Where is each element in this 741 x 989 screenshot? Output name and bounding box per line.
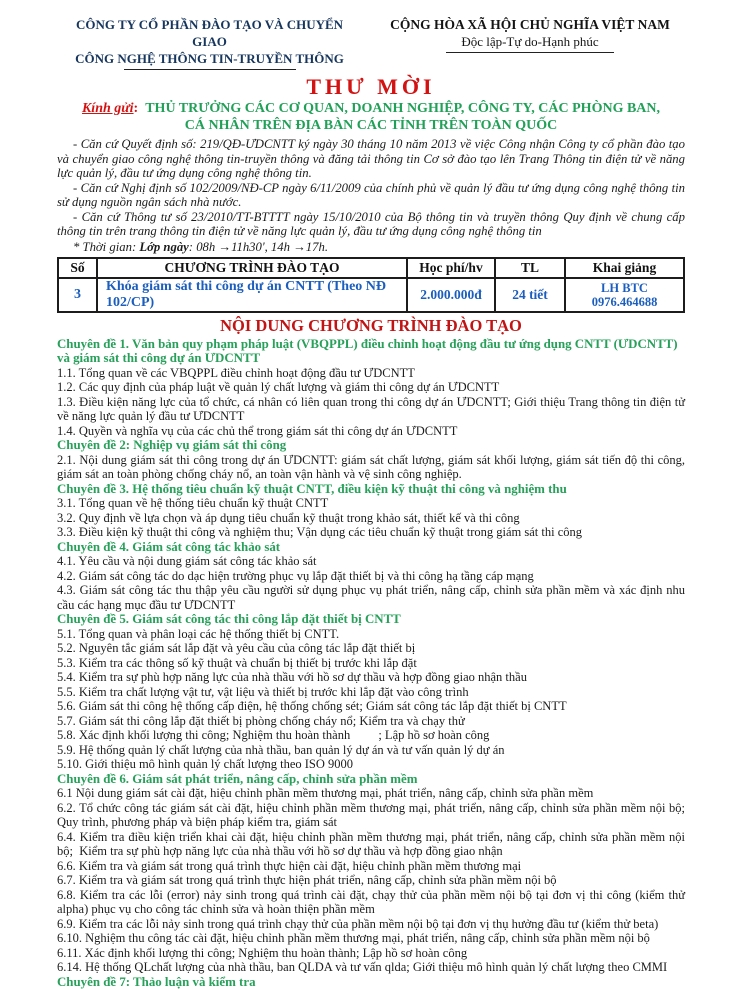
company-name-line: CÔNG NGHỆ THÔNG TIN-TRUYỀN THÔNG <box>57 50 362 67</box>
section-item: 6.8. Kiểm tra các lỗi (error) nảy sinh trong quá trình cài đặt, chạy thử của phần mềm nội bộ tại đơn vị thi công (kiểm thử alpha) phục vụ cho công tác chỉnh sửa và hoàn thiện phần mềm <box>57 888 685 917</box>
section-heading: Chuyên đề 3. Hệ thống tiêu chuẩn kỹ thuật CNTT, điều kiện kỹ thuật thi công và nghiệm thu <box>57 482 685 497</box>
national-header <box>375 16 685 53</box>
section-item: 6.14. Hệ thống QLchất lượng của nhà thầu, ban QLDA và tư vấn qlda; Giới thiệu mô hình quản lý chất lượng theo CMMI <box>57 960 685 975</box>
header-start-date: Khai giảng <box>565 258 684 278</box>
section-item: 1.4. Quyền và nghĩa vụ của các chủ thể trong giám sát thi công dự án ƯDCNTT <box>57 424 685 439</box>
section-item: 6.4. Kiểm tra điều kiện triển khai cài đặt, hiệu chỉnh phần mềm thương mại, phát triển, nâng cấp, chỉnh sửa phần mềm nội bộ; Kiểm tra sự phù hợp năng lực của nhà thầu với hồ sơ dự thầu và hợp đồng giao nhận <box>57 830 685 859</box>
section-item: 5.7. Giám sát thi công lắp đặt thiết bị phòng chống cháy nổ; Kiểm tra và chạy thử <box>57 714 685 729</box>
schedule-class-type: Lớp ngày <box>139 240 188 254</box>
course-row <box>58 278 684 312</box>
course-name: Khóa giám sát thi công dự án CNTT (Theo NĐ 102/CP) <box>97 278 407 312</box>
schedule-hours: : 08h →11h30', 14h →17h. <box>189 240 328 254</box>
contact-label: LH BTC <box>566 281 683 295</box>
section-item: 4.1. Yêu cầu và nội dung giám sát công tác khảo sát <box>57 554 685 569</box>
section-item: 6.1 Nội dung giám sát cài đặt, hiệu chỉnh phần mềm thương mại, phát triển, nâng cấp, chỉnh sửa phần mềm <box>57 786 685 801</box>
section-item: 2.1. Nội dung giám sát thi công trong dự án ƯDCNTT: giám sát chất lượng, giám sát khối lượng, giám sát tiến độ thi công, giám sát an toàn phòng chống cháy nổ, an toàn vận hành và vệ sinh công nghiệp. <box>57 453 685 482</box>
course-outline <box>57 337 685 989</box>
header-duration: TL <box>495 258 565 278</box>
schedule-line <box>57 240 685 255</box>
section-item: 6.7. Kiểm tra và giám sát trong quá trình thực hiện phát triển, nâng cấp, chỉnh sửa phần mềm nội bộ <box>57 873 685 888</box>
course-table <box>57 257 685 313</box>
section-item: 5.4. Kiểm tra sự phù hợp năng lực của nhà thầu với hồ sơ dự thầu và hợp đồng giao nhận thầu <box>57 670 685 685</box>
content-title: NỘI DUNG CHƯƠNG TRÌNH ĐÀO TẠO <box>57 316 685 336</box>
salutation <box>57 100 685 134</box>
section-item: 5.2. Nguyên tắc giám sát lắp đặt và yêu cầu của công tác lắp đặt thiết bị <box>57 641 685 656</box>
document-title: THƯ MỜI <box>57 75 685 99</box>
header-underline <box>124 69 296 70</box>
addressee-line: THỦ TRƯỞNG CÁC CƠ QUAN, DOANH NGHIỆP, CÔNG TY, CÁC PHÒNG BAN, <box>145 101 660 116</box>
company-header <box>57 16 362 70</box>
schedule-prefix: * Thời gian: <box>73 240 139 254</box>
section-item: 5.3. Kiểm tra các thông số kỹ thuật và chuẩn bị thiết bị trước khi lắp đặt <box>57 656 685 671</box>
section-item: 1.1. Tổng quan về các VBQPPL điều chỉnh hoạt động đầu tư ƯDCNTT <box>57 366 685 381</box>
section-item: 6.11. Xác định khối lượng thi công; Nghiệm thu hoàn thành; Lập hồ sơ hoàn công <box>57 946 685 961</box>
section-item: 5.1. Tổng quan và phân loại các hệ thống thiết bị CNTT. <box>57 627 685 642</box>
legal-basis-paragraph: - Căn cứ Nghị định số 102/2009/NĐ-CP ngày 6/11/2009 của chính phủ về quản lý đầu tư ứng dụng công nghệ thông tin sử dụng nguồn ngân sách nhà nước. <box>57 181 685 210</box>
salutation-colon: : <box>134 101 139 116</box>
section-heading: Chuyên đề 2: Nghiệp vụ giám sát thi công <box>57 438 685 453</box>
section-item: 1.3. Điều kiện năng lực của tổ chức, cá nhân có liên quan trong thi công dự án ƯDCNTT; Giới thiệu Trang thông tin điện tử về năng lực quản lý đầu tư ƯDCNTT <box>57 395 685 424</box>
course-start-cell <box>565 278 684 312</box>
section-item: 3.3. Điều kiện kỹ thuật thi công và nghiệm thu; Vận dụng các tiêu chuẩn kỹ thuật trong giám sát thi công <box>57 525 685 540</box>
legal-basis-paragraph: - Căn cứ Thông tư số 23/2010/TT-BTTTT ngày 15/10/2010 của Bộ thông tin và truyền thông Quy định về chung cấp thông tin trên trang thông tin điện tử về năng lực quản lý, đầu tư ứng dụng công nghệ thông tin <box>57 210 685 239</box>
section-heading: Chuyên đề 5. Giám sát công tác thi công lắp đặt thiết bị CNTT <box>57 612 685 627</box>
salutation-label: Kính gửi <box>82 101 134 116</box>
legal-basis-paragraph: - Căn cứ Quyết định số: 219/QĐ-ƯDCNTT ký ngày 30 tháng 10 năm 2013 về việc Công nhận Công ty cổ phần đào tạo và chuyển giao công nghệ thông tin-truyền thông và đăng tải thông tin Cơ sở đào tạo lên Trang Thông tin điện tử về năng lực quản lý, đầu tư ứng dụng công nghệ thông tin. <box>57 137 685 181</box>
section-item: 5.10. Giới thiệu mô hình quản lý chất lượng theo ISO 9000 <box>57 757 685 772</box>
section-heading: Chuyên đề 6. Giám sát phát triển, nâng cấp, chỉnh sửa phần mềm <box>57 772 685 787</box>
section-heading: Chuyên đề 7: Thảo luận và kiểm tra <box>57 975 685 989</box>
section-item: 6.10. Nghiệm thu công tác cài đặt, hiệu chỉnh phần mềm thương mại, phát triển, nâng cấp, chỉnh sửa phần mềm nội bộ <box>57 931 685 946</box>
section-item: 5.5. Kiểm tra chất lượng vật tư, vật liệu và thiết bị trước khi lắp đặt vào công trình <box>57 685 685 700</box>
header-fee: Học phí/hv <box>407 258 495 278</box>
letter-header <box>57 16 685 70</box>
header-underline <box>446 52 614 53</box>
course-number: 3 <box>58 278 97 312</box>
section-heading: Chuyên đề 1. Văn bản quy phạm pháp luật (VBQPPL) điều chỉnh hoạt động đầu tư ứng dụng CNTT (ƯDCNTT) và giám sát thi công dự án ƯDCNTT <box>57 337 685 366</box>
table-header-row <box>58 258 684 278</box>
section-item: 6.9. Kiểm tra các lỗi nảy sinh trong quá trình chạy thử của phần mềm nội bộ tại đơn vị thụ hưởng đầu tư (kiểm thử beta) <box>57 917 685 932</box>
section-item: 4.3. Giám sát công tác thu thập yêu cầu người sử dụng phục vụ phát triển, nâng cấp, chỉnh sửa phần mềm và xác định nhu cầu các hạng mục đầu tư ƯDCNTT <box>57 583 685 612</box>
section-item: 5.6. Giám sát thi công hệ thống cấp điện, hệ thống chống sét; Giám sát công tác lắp đặt thiết bị CNTT <box>57 699 685 714</box>
section-item: 3.1. Tổng quan về hệ thống tiêu chuẩn kỹ thuật CNTT <box>57 496 685 511</box>
legal-basis-block <box>57 137 685 239</box>
national-motto-line: Độc lập-Tự do-Hạnh phúc <box>375 33 685 50</box>
course-duration: 24 tiết <box>495 278 565 312</box>
company-name-line: CÔNG TY CỔ PHẦN ĐÀO TẠO VÀ CHUYỂN GIAO <box>57 16 362 50</box>
section-item: 5.9. Hệ thống quản lý chất lượng của nhà thầu, ban quản lý dự án và tư vấn quản lý dự án <box>57 743 685 758</box>
section-heading: Chuyên đề 4. Giám sát công tác khảo sát <box>57 540 685 555</box>
header-program: CHƯƠNG TRÌNH ĐÀO TẠO <box>97 258 407 278</box>
addressee-line: CÁ NHÂN TRÊN ĐỊA BÀN CÁC TỈNH TRÊN TOÀN QUỐC <box>185 118 558 133</box>
salutation-line <box>57 117 685 134</box>
section-item: 6.6. Kiểm tra và giám sát trong quá trình thực hiện cài đặt, hiệu chỉnh phần mềm thương mại <box>57 859 685 874</box>
section-item: 6.2. Tổ chức công tác giám sát cài đặt, hiệu chỉnh phần mềm thương mại, phát triển, nâng cấp, chỉnh sửa phần mềm nội bộ; Quy trình, phương pháp và biện pháp kiểm tra, giám sát <box>57 801 685 830</box>
course-fee: 2.000.000đ <box>407 278 495 312</box>
section-item: 1.2. Các quy định của pháp luật về quản lý chất lượng và giám thi công dự án ƯDCNTT <box>57 380 685 395</box>
section-item: 5.8. Xác định khối lượng thi công; Nghiệm thu hoàn thành ; Lập hồ sơ hoàn công <box>57 728 685 743</box>
section-item: 4.2. Giám sát công tác do dạc hiện trường phục vụ lắp đặt thiết bị và thi công hạ tầng cáp mạng <box>57 569 685 584</box>
national-motto-line: CỘNG HÒA XÃ HỘI CHỦ NGHĨA VIỆT NAM <box>375 16 685 33</box>
salutation-line <box>57 100 685 117</box>
section-item: 3.2. Quy định về lựa chọn và áp dụng tiêu chuẩn kỹ thuật trong khảo sát, thiết kế và thi công <box>57 511 685 526</box>
header-number: Số <box>58 258 97 278</box>
contact-phone: 0976.464688 <box>566 295 683 309</box>
